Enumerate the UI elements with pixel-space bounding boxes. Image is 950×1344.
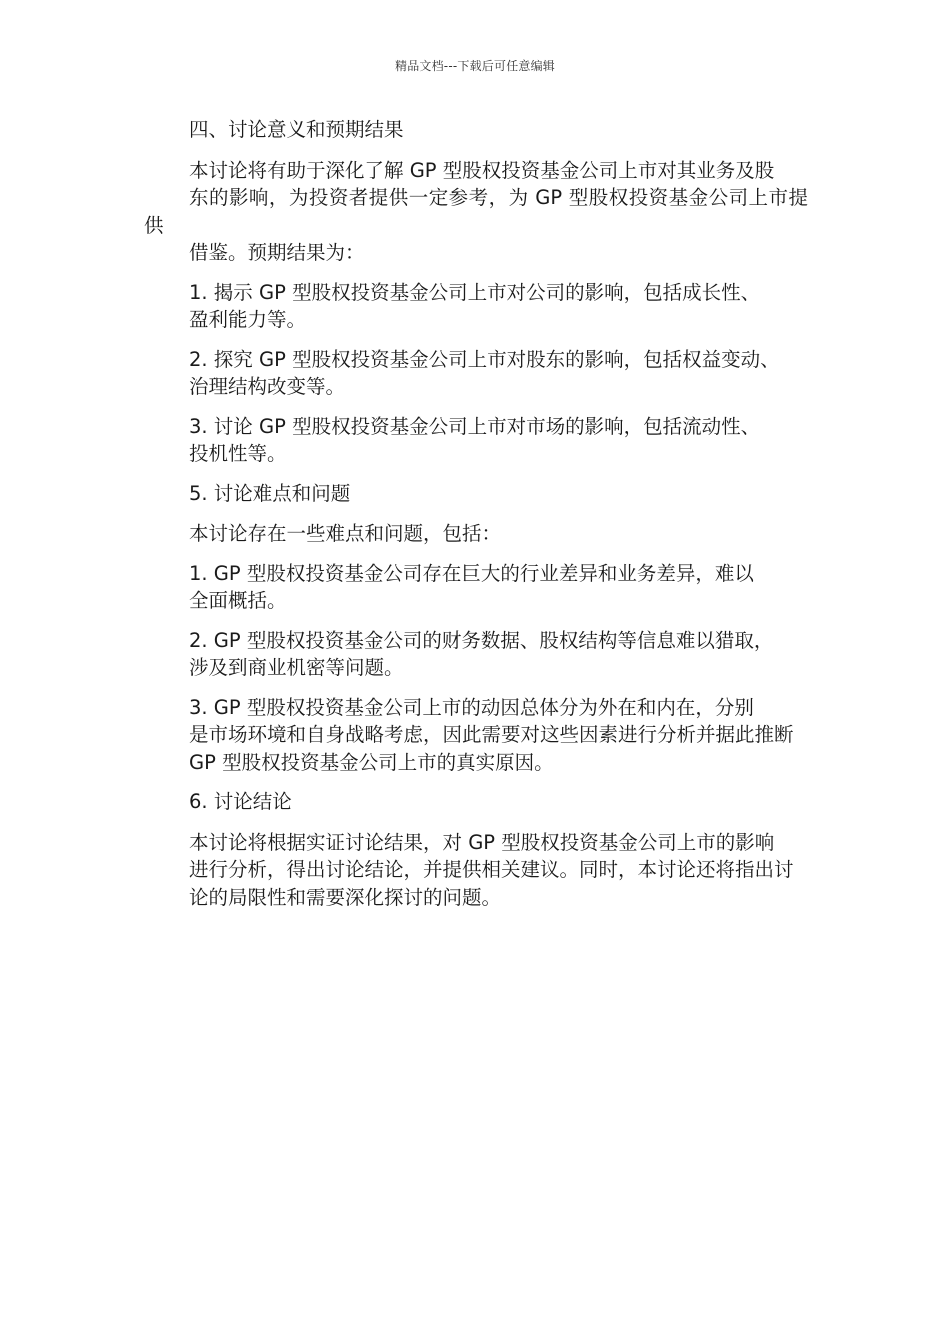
text-line: GP 型股权投资基金公司上市的真实原因。 bbox=[189, 750, 554, 774]
text-line: 3. 讨论 GP 型股权投资基金公司上市对市场的影响，包括流动性、 bbox=[189, 414, 761, 438]
list-item-difficulty-3 bbox=[144, 694, 808, 777]
text-line: 全面概括。 bbox=[189, 589, 287, 612]
text-line: 借鉴。预期结果为： bbox=[189, 241, 365, 264]
list-item-result-1 bbox=[144, 279, 808, 334]
text-line: 是市场环境和自身战略考虑，因此需要对这些因素进行分析并据此推断 bbox=[189, 723, 794, 746]
text-line: 3. GP 型股权投资基金公司上市的动因总体分为外在和内在，分别 bbox=[189, 695, 754, 719]
text-line: 2. GP 型股权投资基金公司的财务数据、股权结构等信息难以猎取， bbox=[189, 628, 774, 652]
list-item-result-2 bbox=[144, 346, 808, 401]
text-line: 东的影响，为投资者提供一定参考，为 GP 型股权投资基金公司上市提供 bbox=[144, 186, 808, 237]
section-heading-difficulties bbox=[144, 480, 808, 508]
text-line: 本讨论存在一些难点和问题，包括： bbox=[189, 522, 502, 545]
section-heading-significance bbox=[144, 116, 808, 144]
text-line: 进行分析，得出讨论结论，并提供相关建议。同时，本讨论还将指出讨 bbox=[189, 858, 794, 881]
text-line: 论的局限性和需要深化探讨的问题。 bbox=[189, 885, 502, 909]
text-line: 本讨论将有助于深化了解 GP 型股权投资基金公司上市对其业务及股 bbox=[189, 158, 775, 182]
text-line: 四、讨论意义和预期结果 bbox=[189, 118, 404, 141]
text-line: 1. 揭示 GP 型股权投资基金公司上市对公司的影响，包括成长性、 bbox=[189, 280, 761, 304]
paragraph-significance bbox=[144, 157, 808, 267]
document-body bbox=[144, 116, 808, 923]
text-line: 涉及到商业机密等问题。 bbox=[189, 656, 404, 679]
text-line: 治理结构改变等。 bbox=[189, 375, 346, 398]
text-line: 5. 讨论难点和问题 bbox=[189, 481, 351, 505]
text-line: 1. GP 型股权投资基金公司存在巨大的行业差异和业务差异，难以 bbox=[189, 561, 754, 585]
section-heading-conclusion bbox=[144, 788, 808, 816]
paragraph-difficulties-intro bbox=[144, 520, 808, 548]
text-line: 6. 讨论结论 bbox=[189, 790, 292, 813]
list-item-difficulty-2 bbox=[144, 627, 808, 682]
text-line: 本讨论将根据实证讨论结果，对 GP 型股权投资基金公司上市的影响 bbox=[189, 830, 775, 854]
text-line: 投机性等。 bbox=[189, 442, 287, 465]
text-line: 盈利能力等。 bbox=[189, 308, 307, 331]
list-item-difficulty-1 bbox=[144, 560, 808, 615]
list-item-result-3 bbox=[144, 413, 808, 468]
text-line: 2. 探究 GP 型股权投资基金公司上市对股东的影响，包括权益变动、 bbox=[189, 347, 780, 371]
page-header: 精品文档---下载后可任意编辑 bbox=[395, 59, 555, 73]
paragraph-conclusion bbox=[144, 829, 808, 912]
